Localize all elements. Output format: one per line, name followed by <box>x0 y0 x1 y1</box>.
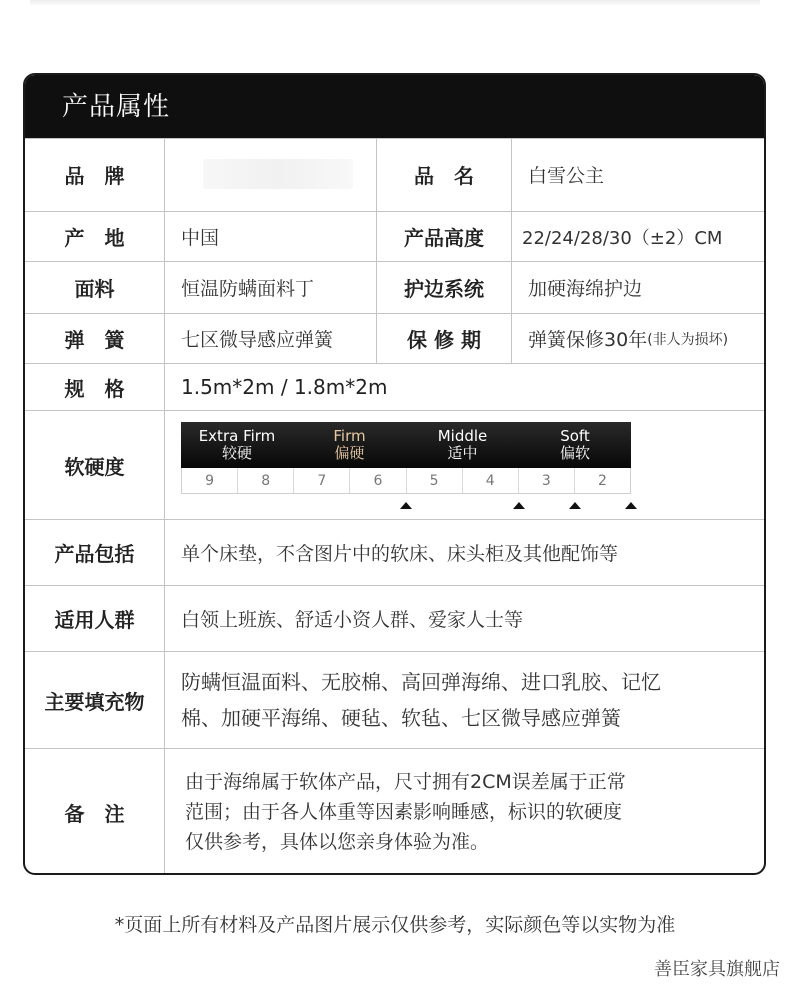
hardness-level-en: Firm <box>333 427 366 445</box>
hardness-level-en: Extra Firm <box>198 427 276 445</box>
hardness-level-en: Soft <box>560 427 590 445</box>
product-name-label: 品 名 <box>414 164 474 188</box>
hardness-level-zh: 较硬 <box>221 444 252 462</box>
hardness-level-zh: 偏软 <box>559 444 590 462</box>
edge-system-label: 护边系统 <box>404 277 484 301</box>
includes-label: 产品包括 <box>54 542 135 566</box>
hardness-number: 5 <box>407 468 463 493</box>
card-title: 产品属性 <box>62 92 171 122</box>
product-name-value: 白雪公主 <box>528 165 605 187</box>
hardness-number: 3 <box>519 468 575 493</box>
remark-line: 由于海绵属于软体产品，尺寸拥有2CM误差属于正常 <box>185 771 626 793</box>
hardness-level <box>181 422 293 468</box>
size-value: 1.5m*2m / 1.8m*2m <box>181 375 388 399</box>
origin-value: 中国 <box>181 227 220 249</box>
remark-label: 备 注 <box>64 801 125 826</box>
includes-value: 单个床垫，不含图片中的软床、床头柜及其他配饰等 <box>181 543 619 565</box>
hardness-number: 9 <box>182 468 238 493</box>
hardness-number: 7 <box>294 468 350 493</box>
product-attributes-card <box>23 73 766 875</box>
audience-value: 白领上班族、舒适小资人群、爱家人士等 <box>181 609 524 631</box>
filling-line: 防螨恒温面料、无胶棉、高回弹海绵、进口乳胶、记忆 <box>181 670 661 694</box>
hardness-level-zh: 适中 <box>447 444 478 462</box>
remark-line: 范围；由于各人体重等因素影响睡感，标识的软硬度 <box>185 801 623 823</box>
warranty-label: 保 修 期 <box>407 328 481 352</box>
hardness-number: 2 <box>597 472 607 489</box>
store-name: 善臣家具旗舰店 <box>654 959 780 980</box>
hardness-numbers <box>181 468 631 494</box>
hardness-marker-icon <box>513 502 525 509</box>
top-divider <box>30 0 760 6</box>
warranty-text: 弹簧保修30年 <box>528 329 648 351</box>
remark-line: 仅供参考，具体以您亲身体验为准。 <box>185 831 490 853</box>
hardness-number: 6 <box>350 468 406 493</box>
hardness-scale <box>181 422 631 524</box>
spring-label: 弹 簧 <box>64 328 125 352</box>
height-label: 产品高度 <box>404 226 484 250</box>
filling-label: 主要填充物 <box>44 689 145 714</box>
hardness-level <box>406 422 519 468</box>
hardness-level <box>519 422 631 468</box>
fabric-value: 恒温防螨面料丁 <box>181 278 315 300</box>
warranty-value <box>512 314 766 363</box>
size-label: 规 格 <box>64 376 125 401</box>
hardness-marker-icon <box>569 502 581 509</box>
hardness-level-en: Middle <box>437 427 488 445</box>
edge-system-value: 加硬海绵护边 <box>528 278 643 300</box>
fabric-label: 面料 <box>74 277 115 301</box>
disclaimer-note: *页面上所有材料及产品图片展示仅供参考，实际颜色等以实物为准 <box>114 914 676 936</box>
height-value: 22/24/28/30（±2）CM <box>522 227 723 249</box>
audience-label: 适用人群 <box>54 608 135 632</box>
brand-value-blurred <box>203 159 353 189</box>
hardness-label: 软硬度 <box>64 454 125 479</box>
warranty-note: (非人为损坏) <box>647 331 729 348</box>
spring-value: 七区微导感应弹簧 <box>181 329 334 351</box>
remark-value <box>165 749 766 875</box>
hardness-marker-icon <box>400 502 412 509</box>
filling-value <box>165 652 766 748</box>
origin-label: 产 地 <box>64 226 125 250</box>
hardness-number: 4 <box>463 468 519 493</box>
card-header <box>25 75 764 138</box>
hardness-number: 8 <box>238 468 294 493</box>
hardness-marker-icon <box>625 502 637 509</box>
hardness-level-zh: 偏硬 <box>334 444 365 462</box>
brand-label: 品 牌 <box>64 164 125 188</box>
filling-line: 棉、加硬平海绵、硬毡、软毡、七区微导感应弹簧 <box>181 706 621 730</box>
hardness-level-selected <box>293 422 406 468</box>
